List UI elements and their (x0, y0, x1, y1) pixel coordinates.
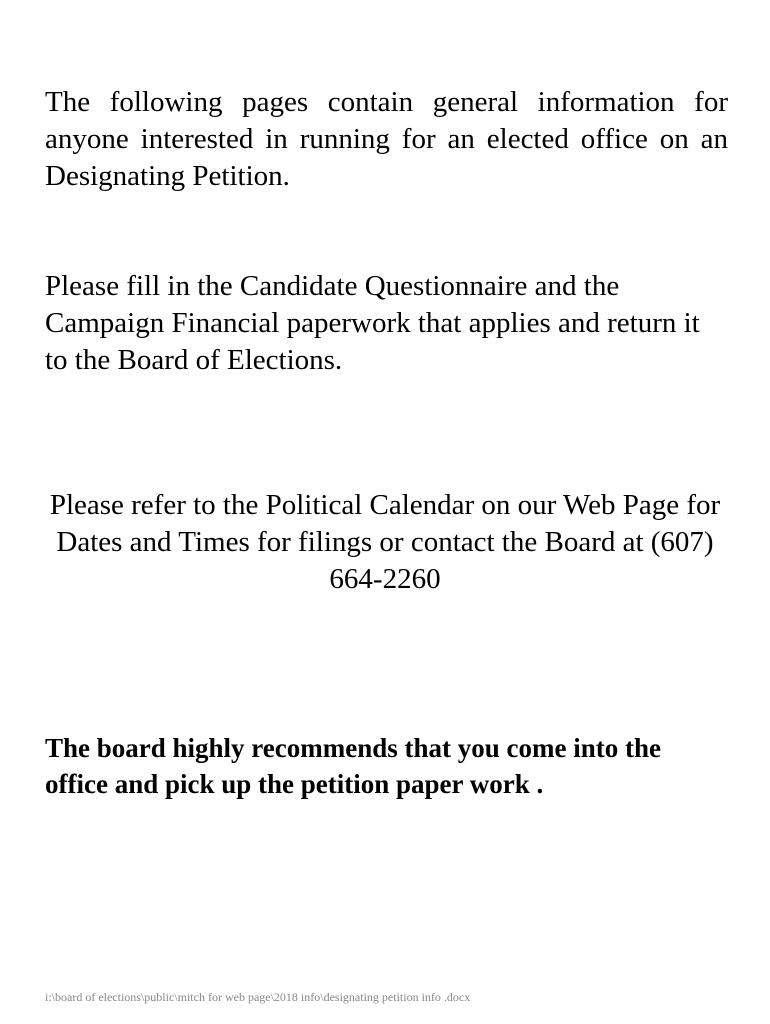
intro-paragraph: The following pages contain general information for anyone interested in running for an elected office on an Designating Petition. (45, 86, 728, 192)
footer-file-path: i:\board of elections\public\mitch for web page\2018 info\designating petition info .docx (45, 990, 471, 1004)
recommendation-paragraph: The board highly recommends that you come into the office and pick up the petition paper work . (45, 733, 662, 799)
questionnaire-paragraph: Please fill in the Candidate Questionnaire and the Campaign Financial paperwork that applies and return it to the Board of Elections. (45, 270, 700, 376)
calendar-contact-paragraph: Please refer to the Political Calendar on our Web Page for Dates and Times for filings or contact the Board at (607) 664-2260 (49, 489, 721, 595)
